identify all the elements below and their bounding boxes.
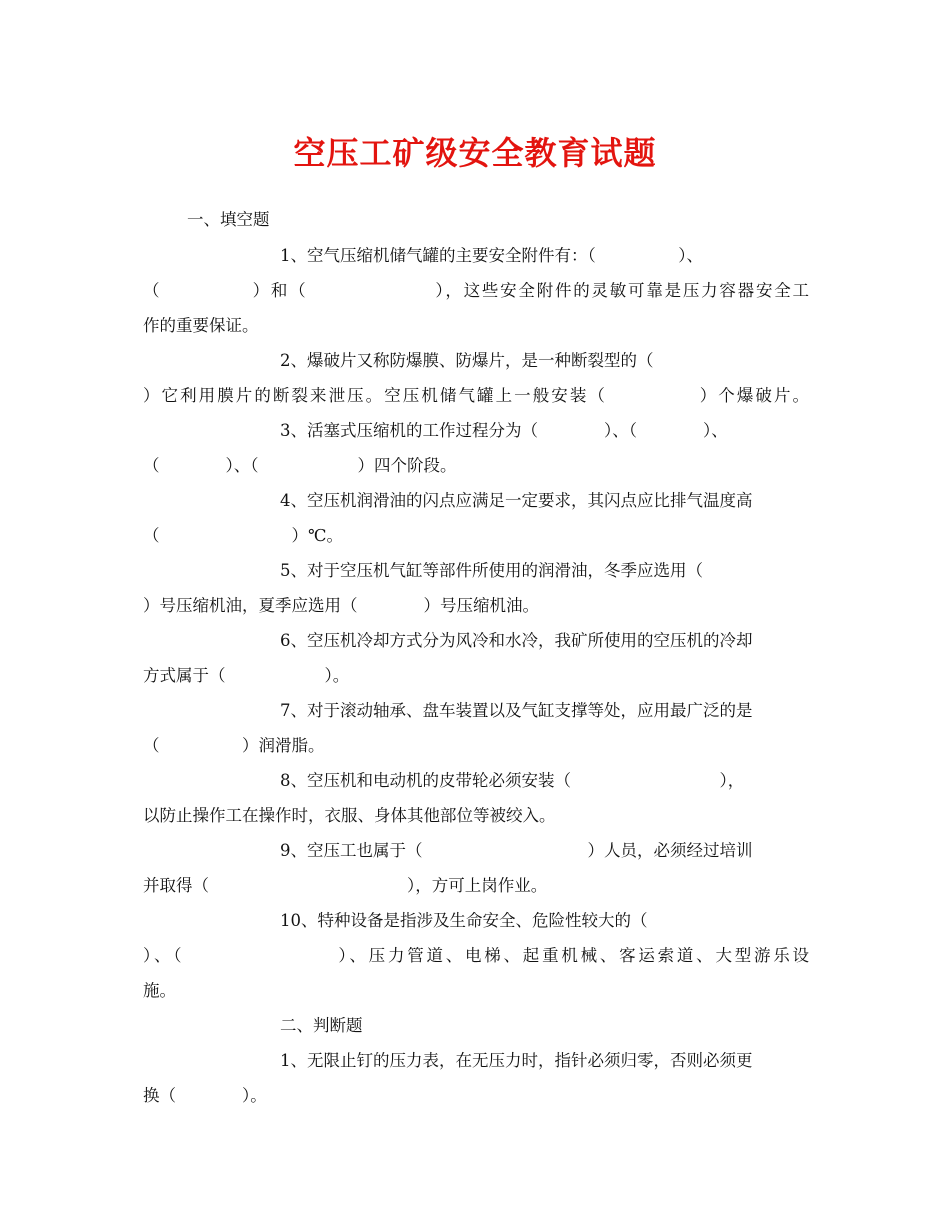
- question-line: 2、爆破片又称防爆膜、防爆片，是一种断裂型的（: [280, 351, 654, 370]
- question-line: 换（ ）。: [143, 1086, 267, 1105]
- document-title: 空压工矿级安全教育试题: [293, 134, 657, 172]
- question-line: 方式属于（ ）。: [143, 666, 350, 685]
- question-line: 10、特种设备是指涉及生命安全、危险性较大的（: [280, 911, 648, 930]
- question-line: ）它利用膜片的断裂来泄压。空压机储气罐上一般安装（ ）个爆破片。: [143, 386, 809, 405]
- question-line: （ ）润滑脂。: [143, 736, 325, 755]
- question-line: 作的重要保证。: [143, 316, 259, 335]
- section-heading-fill-blank: 一、填空题: [187, 210, 270, 229]
- question-line: （ ）℃。: [143, 526, 343, 545]
- question-line: 8、空压机和电动机的皮带轮必须安装（ ），: [280, 771, 745, 790]
- section-heading-true-false: 二、判断题: [280, 1016, 363, 1035]
- question-line: 1、空气压缩机储气罐的主要安全附件有：（ ）、: [280, 246, 703, 265]
- question-line: 施。: [143, 981, 176, 1000]
- question-line: 并取得（ ），方可上岗作业。: [143, 876, 548, 895]
- question-line: 7、对于滚动轴承、盘车装置以及气缸支撑等处，应用最广泛的是: [280, 701, 753, 720]
- question-line: （ ）和（ ），这些安全附件的灵敏可靠是压力容器安全工: [143, 281, 809, 300]
- question-line: 6、空压机冷却方式分为风冷和水冷，我矿所使用的空压机的冷却: [280, 631, 753, 650]
- question-line: ）、（ ）、压力管道、电梯、起重机械、客运索道、大型游乐设: [143, 946, 809, 965]
- question-line: 3、活塞式压缩机的工作过程分为（ ）、（ ）、: [280, 421, 728, 440]
- question-line: 4、空压机润滑油的闪点应满足一定要求，其闪点应比排气温度高: [280, 491, 753, 510]
- question-line: 以防止操作工在操作时，衣服、身体其他部位等被绞入。: [143, 806, 556, 825]
- question-line: 1、无限止钉的压力表，在无压力时，指针必须归零，否则必须更: [280, 1051, 753, 1070]
- question-line: 9、空压工也属于（ ）人员，必须经过培训: [280, 841, 753, 860]
- question-line: （ ）、（ ）四个阶段。: [143, 456, 457, 475]
- question-line: 5、对于空压机气缸等部件所使用的润滑油，冬季应选用（: [280, 561, 703, 580]
- question-line: ）号压缩机油，夏季应选用（ ）号压缩机油。: [143, 596, 539, 615]
